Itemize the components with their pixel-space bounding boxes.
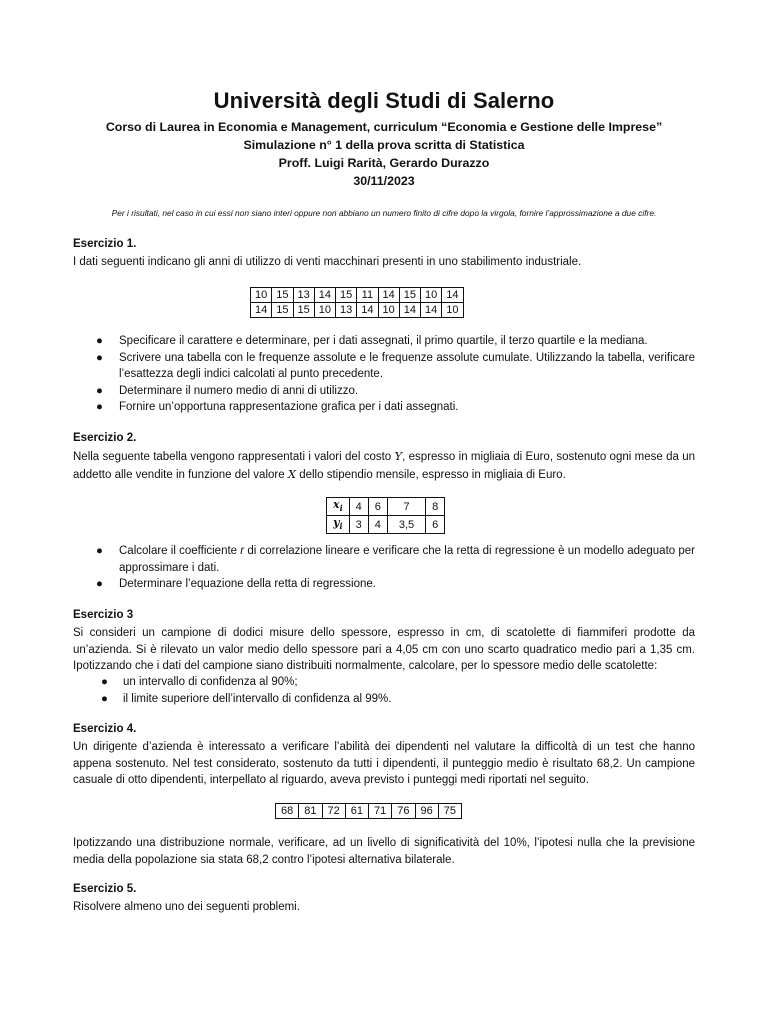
data-cell: 10 [314, 303, 335, 318]
task-text: Determinare l’equazione della retta di regressione. [119, 578, 376, 590]
bullet-icon: ● [96, 384, 103, 397]
exercise-4-title: Esercizio 4. [73, 723, 137, 735]
y-header: $y_i$ [327, 516, 350, 534]
data-cell: 6 [368, 498, 387, 516]
task-text: Specificare il carattere e determinare, per i dati assegnati, il primo quartile, il terzo quartile e la mediana. [119, 335, 648, 347]
data-cell: 14 [314, 288, 335, 303]
subscript-index: i [339, 521, 343, 532]
task-text: il limite superiore dell’intervallo di confidenza al 99%. [123, 692, 392, 705]
bullet-icon: ● [96, 351, 103, 364]
table-row [251, 303, 464, 318]
data-cell: 14 [399, 303, 420, 318]
table-row [327, 516, 445, 534]
data-cell: 3 [349, 516, 368, 534]
list-item [73, 399, 695, 416]
list-item [73, 576, 695, 593]
simulation-line: Simulazione n° 1 della prova scritta di Statistica [243, 138, 525, 152]
data-cell: 96 [415, 804, 438, 819]
data-cell: 14 [251, 303, 272, 318]
data-cell: 10 [442, 303, 463, 318]
list-item [73, 543, 695, 576]
exercise-4-data-table [275, 803, 462, 819]
variable-y: Y [394, 449, 403, 463]
x-header: $x_i$ [327, 498, 350, 516]
exercise-1-text: I dati seguenti indicano gli anni di utilizzo di venti macchinari presenti in uno stabilimento industriale. [73, 256, 582, 268]
data-cell: 15 [272, 288, 293, 303]
list-item [73, 350, 695, 383]
exercise-2-tasks [73, 543, 695, 593]
list-item [73, 383, 695, 400]
list-item [73, 691, 473, 708]
exercise-4-text: Un dirigente d’azienda è interessato a verificare l’abilità dei dipendenti nel valutare la difficoltà di un test che hanno appena sostenuto. Nel test considerato, sostenuto da tutti i dipendenti, il punteggio medio è risultato 68,2. Un campione casuale di otto dipendenti, interpellato al riguardo, aveva previsto i punteggi medi riportati nel seguito. [73, 741, 695, 786]
data-cell: 13 [336, 303, 357, 318]
data-cell: 4 [349, 498, 368, 516]
exercise-2-text [73, 448, 695, 483]
table-row [276, 804, 462, 819]
data-cell: 15 [293, 303, 314, 318]
exercise-3-title: Esercizio 3 [73, 609, 134, 621]
variable-r: r [240, 545, 245, 557]
data-cell: 14 [378, 288, 399, 303]
rounding-note: Per i risultati, nel caso in cui essi non siano interi oppure non abbiano un numero finito di cifre dopo la virgola, fornire l’approssimazione a due cifre. [111, 208, 657, 218]
professors-line: Proff. Luigi Rarità, Gerardo Durazzo [278, 156, 490, 170]
exercise-2-title: Esercizio 2. [73, 432, 137, 444]
data-cell: 4 [368, 516, 387, 534]
task-text: Scrivere una tabella con le frequenze assolute e le frequenze assolute cumulate. Utilizzando la tabella, verificare l’esattezza degli indici calcolati al punto precedente. [119, 351, 695, 380]
exercise-5-title: Esercizio 5. [73, 883, 137, 895]
data-cell: 72 [322, 804, 345, 819]
exercise-1-data-table [250, 287, 464, 318]
exercise-3-tasks [73, 674, 473, 707]
exercise-3-text: Si consideri un campione di dodici misure dello spessore, espresso in cm, di scatolette di fiammiferi prodotte da un’azienda. Si è rilevato un valor medio dello spessore pari a 4,05 cm con uno scarto quadratico medio pari a 1,35 cm. Ipotizzando che i dati del campione siano distribuiti normalmente, calcolare, per lo spessore medio delle scatolette: [73, 627, 695, 672]
variable-x: X [287, 466, 297, 481]
table-row [251, 288, 464, 303]
data-cell: 8 [426, 498, 445, 516]
data-cell: 3,5 [387, 516, 425, 534]
date-line: 30/11/2023 [353, 174, 415, 188]
bullet-icon: ● [96, 578, 103, 590]
text-segment: Nella seguente tabella vengono rappresentati i valori del costo [73, 451, 395, 463]
task-text: Fornire un’opportuna rappresentazione grafica per i dati assegnati. [119, 401, 459, 413]
exercise-1-tasks [73, 333, 695, 416]
data-cell: 10 [251, 288, 272, 303]
data-cell: 14 [357, 303, 378, 318]
data-cell: 14 [442, 288, 463, 303]
bullet-icon: ● [101, 676, 108, 688]
table-row [327, 498, 445, 516]
text-segment: dello stipendio mensile, espresso in migliaia di Euro. [296, 468, 566, 481]
exercise-2-data-table [326, 497, 445, 534]
data-cell: 15 [399, 288, 420, 303]
data-cell: 7 [387, 498, 425, 516]
data-cell: 75 [438, 804, 461, 819]
data-cell: 76 [392, 804, 415, 819]
exercise-1-title: Esercizio 1. [73, 238, 137, 250]
list-item [73, 674, 473, 691]
data-cell: 10 [378, 303, 399, 318]
bullet-icon: ● [96, 335, 103, 347]
exercise-5-text: Risolvere almeno uno dei seguenti problemi. [73, 901, 300, 913]
bullet-icon: ● [101, 692, 108, 705]
data-cell: 6 [426, 516, 445, 534]
data-cell: 10 [421, 288, 442, 303]
data-cell: 81 [299, 804, 322, 819]
task-text: Calcolare il coefficiente [119, 545, 241, 557]
task-text: Determinare il numero medio di anni di utilizzo. [119, 384, 359, 397]
subscript-index: i [339, 503, 343, 514]
bullet-icon: ● [96, 545, 103, 557]
text-segment: , espresso in migliaia di Euro, sostenuto ogni mese da un addetto alle vendite in funzione del valore [73, 451, 695, 481]
data-cell: 61 [345, 804, 368, 819]
list-item [73, 333, 695, 350]
exercise-4-hypothesis-text: Ipotizzando una distribuzione normale, verificare, ad un livello di significatività del 10%, l’ipotesi nulla che la previsione media della popolazione sia stata 68,2 contro l’ipotesi alternativa bilaterale. [73, 837, 695, 866]
task-text: un intervallo di confidenza al 90%; [123, 676, 298, 688]
data-cell: 71 [369, 804, 392, 819]
data-cell: 14 [421, 303, 442, 318]
data-cell: 68 [276, 804, 299, 819]
data-cell: 11 [357, 288, 378, 303]
data-cell: 15 [272, 303, 293, 318]
university-title: Università degli Studi di Salerno [213, 88, 555, 113]
bullet-icon: ● [96, 401, 103, 413]
course-line: Corso di Laurea in Economia e Management, curriculum “Economia e Gestione delle Imprese” [105, 120, 663, 134]
data-cell: 15 [336, 288, 357, 303]
task-text: di correlazione lineare e verificare che la retta di regressione è un modello adeguato per approssimare i dati. [119, 545, 695, 574]
data-cell: 13 [293, 288, 314, 303]
